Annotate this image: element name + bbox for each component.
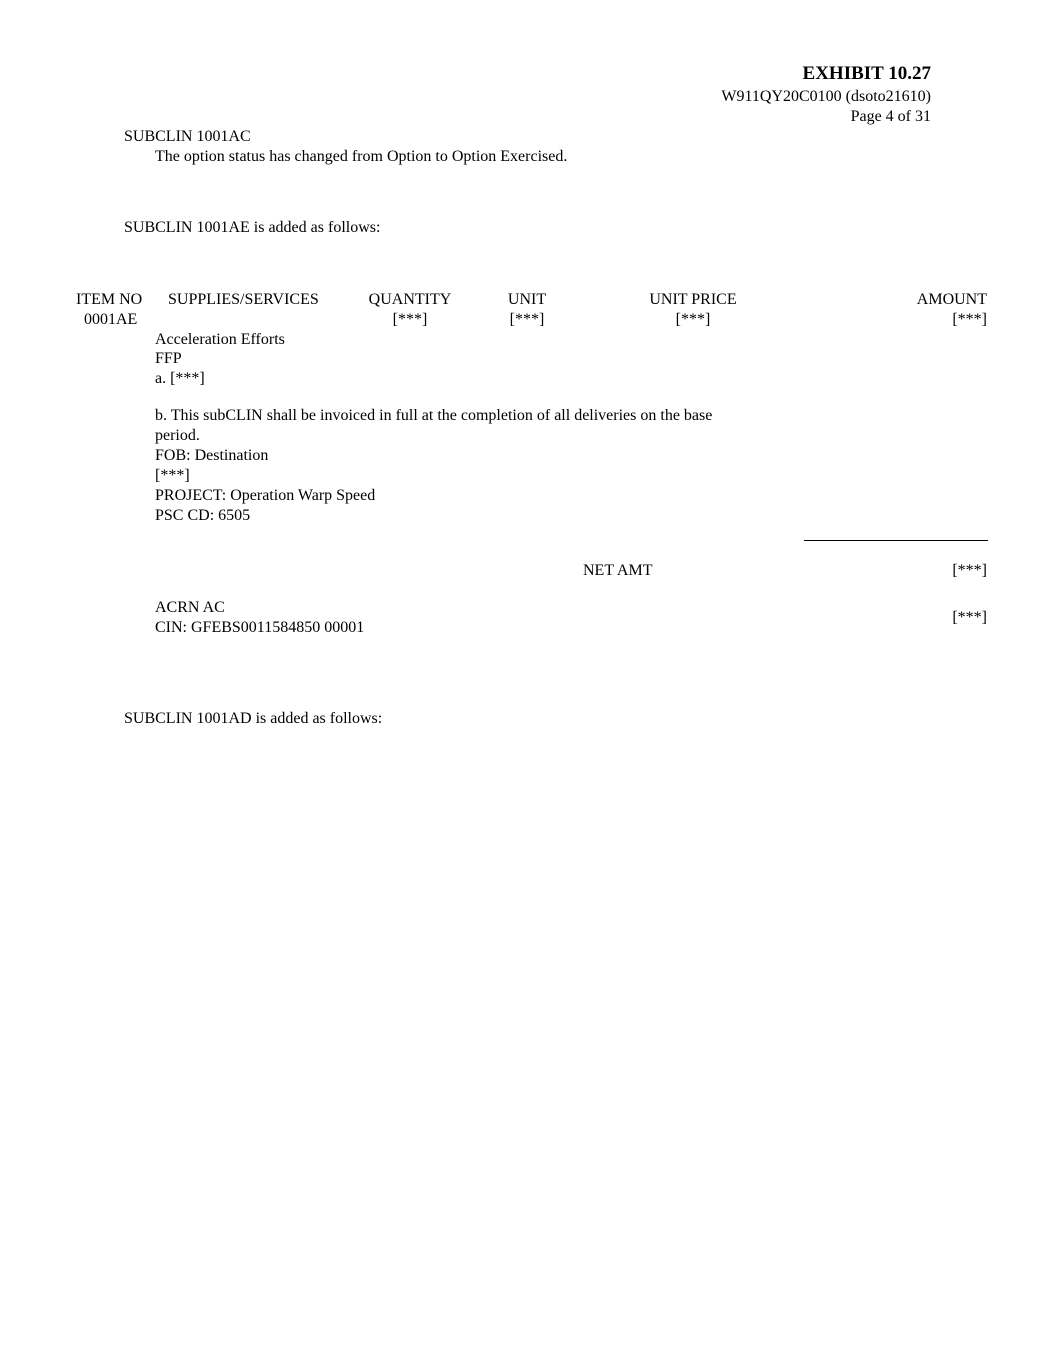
description-line: PSC CD: 6505 <box>155 507 251 524</box>
description-line: b. This subCLIN shall be invoiced in full at the completion of all deliveries on the base <box>155 407 713 424</box>
header-quantity: QUANTITY <box>368 291 452 308</box>
total-rule <box>804 540 988 541</box>
header-supplies-services: SUPPLIES/SERVICES <box>168 291 319 308</box>
net-amt-value: [***] <box>952 562 987 579</box>
net-amt-label: NET AMT <box>583 562 653 579</box>
header-item-no: ITEM NO <box>76 291 143 308</box>
subclin-1001ad-title: SUBCLIN 1001AD is added as follows: <box>124 710 383 727</box>
description-line: FOB: Destination <box>155 447 269 464</box>
row-item-no: 0001AE <box>84 311 138 328</box>
contract-number: W911QY20C0100 (dsoto21610) <box>721 88 931 105</box>
cin-label: CIN: GFEBS0011584850 00001 <box>155 619 365 636</box>
subclin-1001ac-title: SUBCLIN 1001AC <box>124 128 251 145</box>
description-line: FFP <box>155 350 182 367</box>
subclin-1001ae-title: SUBCLIN 1001AE is added as follows: <box>124 219 381 236</box>
row-quantity: [***] <box>392 311 428 328</box>
row-amount: [***] <box>952 311 987 328</box>
header-unit: UNIT <box>507 291 547 308</box>
row-unit-price: [***] <box>675 311 711 328</box>
description-line: a. [***] <box>155 370 205 387</box>
row-unit: [***] <box>509 311 545 328</box>
description-line: PROJECT: Operation Warp Speed <box>155 487 376 504</box>
exhibit-title: EXHIBIT 10.27 <box>802 63 931 84</box>
acrn-label: ACRN AC <box>155 599 225 616</box>
header-unit-price: UNIT PRICE <box>649 291 737 308</box>
description-line: [***] <box>155 467 190 484</box>
description-line: Acceleration Efforts <box>155 331 285 348</box>
description-line: period. <box>155 427 200 444</box>
header-amount: AMOUNT <box>916 291 987 308</box>
acrn-value: [***] <box>952 609 987 626</box>
option-status-text: The option status has changed from Option to Option Exercised. <box>155 148 568 165</box>
page-number: Page 4 of 31 <box>850 108 931 125</box>
